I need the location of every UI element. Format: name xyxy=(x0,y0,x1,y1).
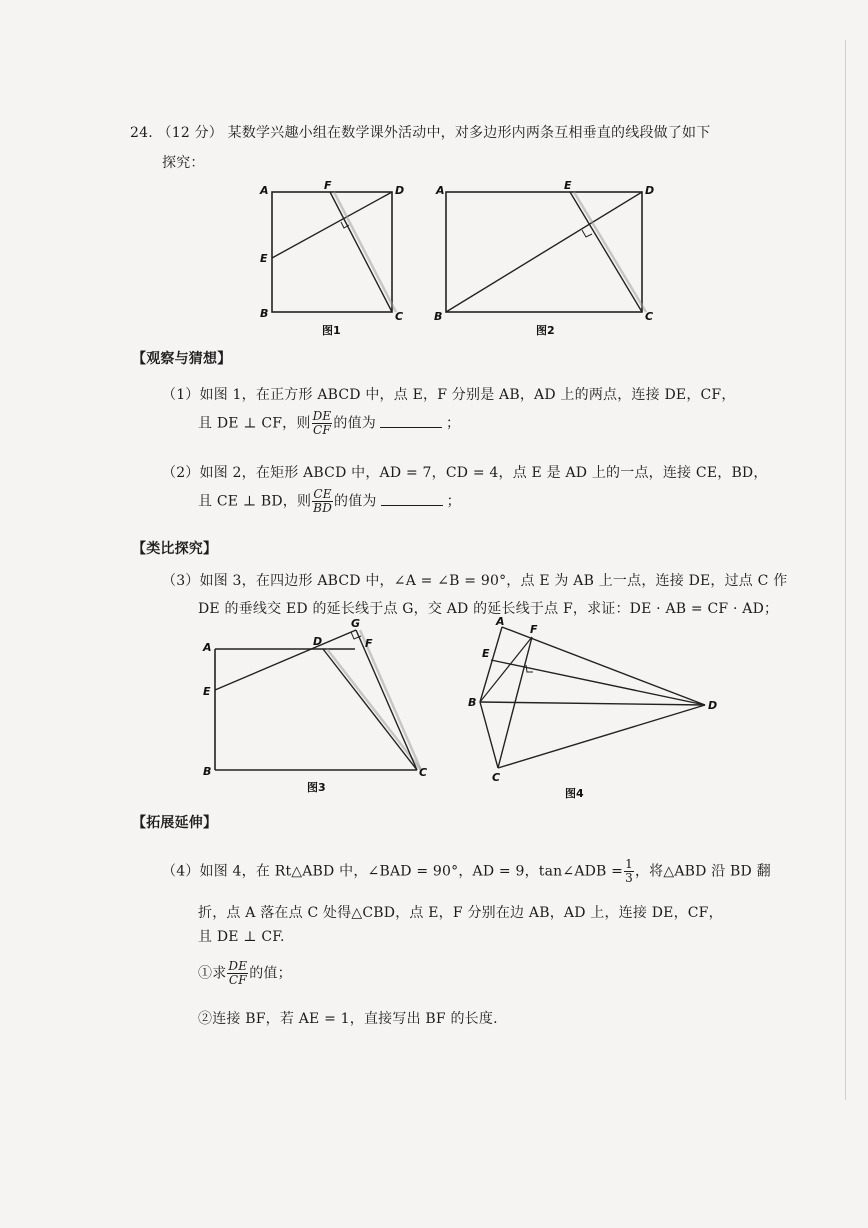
fig3-label-f: F xyxy=(365,637,373,650)
fig1-label-d: D xyxy=(395,184,405,197)
fig3-label-b: B xyxy=(203,765,212,778)
section-extend: 【拓展延伸】 xyxy=(132,815,218,831)
part2-fraction-den: BD xyxy=(313,501,333,515)
part3-line1: （3）如图 3，在四边形 ABCD 中，∠A = ∠B = 90°，点 E 为 AB 上一点，连接 DE，过点 C 作 xyxy=(162,573,788,589)
fig4-label-d: D xyxy=(708,699,718,712)
part2-line1: （2）如图 2，在矩形 ABCD 中，AD = 7，CD = 4，点 E 是 AD 上的一点，连接 CE，BD， xyxy=(162,465,768,481)
part2-condition: 且 CE ⊥ BD，则 xyxy=(198,493,312,510)
fig2-label-e: E xyxy=(564,179,572,192)
part3-line2: DE 的垂线交 ED 的延长线于点 G，交 AD 的延长线于点 F，求证：DE · AB = CF · AD； xyxy=(198,601,779,617)
part4-sub1-prefix: ①求 xyxy=(198,965,227,982)
scan-edge-line xyxy=(845,40,846,1100)
figure-4 xyxy=(460,615,730,805)
part2-fraction xyxy=(312,488,333,515)
part4-line1 xyxy=(162,858,771,885)
fig4-label-a: A xyxy=(496,615,505,628)
fig2-label-c: C xyxy=(645,310,654,323)
part1-fraction-num: DE xyxy=(312,409,332,423)
fig3-label-c: C xyxy=(419,766,428,779)
part4-sub1 xyxy=(198,960,292,987)
fig1-label-b: B xyxy=(260,307,269,320)
fig2-right-angle-mark xyxy=(582,230,592,237)
part1-end: ； xyxy=(445,415,461,432)
fig1-segment-cf-shadow xyxy=(334,192,396,312)
fig4-label-c: C xyxy=(492,771,501,784)
part4-tan-fraction xyxy=(624,858,634,885)
section-analogy: 【类比探究】 xyxy=(132,541,218,557)
part1-line1: （1）如图 1，在正方形 ABCD 中，点 E，F 分别是 AB，AD 上的两点，连接 DE，CF， xyxy=(162,387,736,403)
question-intro-line2: 探究： xyxy=(162,155,205,171)
part4-sub1-suffix: 的值； xyxy=(249,965,292,982)
fig1-caption: 图1 xyxy=(322,324,341,337)
part4-line3: 且 DE ⊥ CF. xyxy=(198,929,285,945)
fig1-label-a: A xyxy=(260,184,269,197)
fig3-caption: 图3 xyxy=(307,781,326,794)
fig3-label-e: E xyxy=(203,685,211,698)
fig4-caption: 图4 xyxy=(565,787,584,800)
fig4-side-bc xyxy=(480,702,498,768)
part4-fold: ，将△ABD 沿 BD 翻 xyxy=(634,863,771,880)
fig4-label-e: E xyxy=(482,647,490,660)
fig4-side-ab xyxy=(480,627,502,702)
figure-1 xyxy=(250,180,420,340)
fig1-segment-de xyxy=(272,192,392,258)
question-number: 24. xyxy=(130,125,153,141)
part4-sub1-den: CF xyxy=(228,973,247,987)
fig4-side-ad xyxy=(502,627,705,705)
fig2-label-a: A xyxy=(436,184,445,197)
part4-sub1-num: DE xyxy=(228,959,248,973)
fig3-side-dc-shadow xyxy=(327,649,421,770)
fig2-segment-bd xyxy=(446,192,642,312)
fig4-label-f: F xyxy=(530,623,538,636)
fig2-caption: 图2 xyxy=(536,324,555,337)
fig2-label-b: B xyxy=(434,310,443,323)
fig4-side-cd xyxy=(498,705,705,768)
part1-condition: 且 DE ⊥ CF，则 xyxy=(198,415,311,432)
fig3-side-dc xyxy=(323,649,417,770)
part2-fraction-num: CE xyxy=(313,487,332,501)
fig2-label-d: D xyxy=(645,184,655,197)
part4-tan-den: 3 xyxy=(625,871,633,885)
part4-sub2: ②连接 BF，若 AE = 1，直接写出 BF 的长度. xyxy=(198,1011,498,1027)
part2-end: ； xyxy=(446,493,461,510)
fig4-label-b: B xyxy=(468,696,477,709)
fig1-square xyxy=(272,192,392,312)
part1-value-label: 的值为 xyxy=(333,415,376,432)
fig3-segment-cg-shadow xyxy=(360,630,421,770)
question-intro-line1: 某数学兴趣小组在数学课外活动中，对多边形内两条互相垂直的线段做了如下 xyxy=(227,125,711,141)
fig1-label-e: E xyxy=(260,252,268,265)
part1-fraction xyxy=(312,410,333,437)
fig1-label-f: F xyxy=(324,179,332,192)
fig1-segment-cf xyxy=(330,192,392,312)
part1-fraction-den: CF xyxy=(313,423,331,437)
fig2-segment-ce-shadow xyxy=(574,192,646,312)
fig3-label-d: D xyxy=(313,635,323,648)
part1-answer-blank xyxy=(380,415,442,428)
part4-tan-num: 1 xyxy=(625,857,633,871)
fig3-label-a: A xyxy=(203,641,212,654)
part2-answer-blank xyxy=(381,493,443,506)
part2-value-label: 的值为 xyxy=(334,493,377,510)
figure-3 xyxy=(195,615,435,800)
part4-line2: 折，点 A 落在点 C 处得△CBD，点 E，F 分别在边 AB，AD 上，连接 DE，CF， xyxy=(198,905,723,921)
figure-2 xyxy=(430,180,660,340)
fig1-label-c: C xyxy=(395,310,404,323)
fig2-segment-ce xyxy=(570,192,642,312)
section-observe: 【观察与猜想】 xyxy=(132,351,232,367)
part1-line2 xyxy=(198,410,460,437)
fig4-segment-de xyxy=(491,660,705,705)
question-header xyxy=(130,122,710,142)
part4-sub1-fraction xyxy=(227,960,248,987)
part4-condition: （4）如图 4，在 Rt△ABD 中，∠BAD = 90°，AD = 9，tan∠ADB = xyxy=(162,863,624,880)
question-score: （12 分） xyxy=(157,125,223,141)
fig3-label-g: G xyxy=(351,617,361,630)
part2-line2 xyxy=(198,488,461,515)
